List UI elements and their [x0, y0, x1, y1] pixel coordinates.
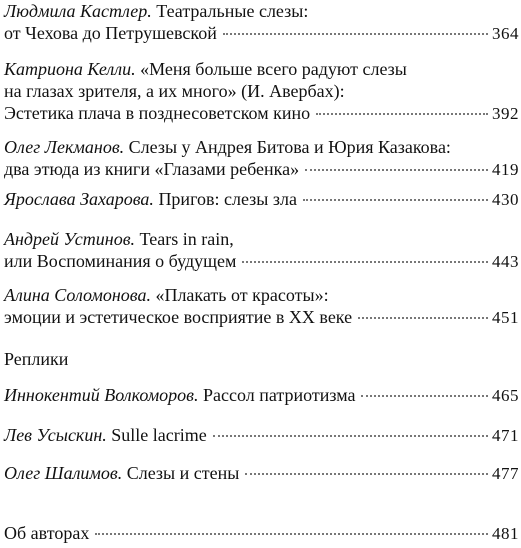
toc-entry-last-line [4, 424, 519, 446]
toc-entry-page-number: 465 [492, 386, 519, 405]
toc-entry-page-number: 477 [492, 464, 519, 483]
toc-entry-title-line: на глазах зрителя, а их много» (И. Авербах): [4, 81, 345, 101]
toc-entry-zakharova [4, 188, 519, 210]
toc-entry-author: Олег Лекманов. [4, 137, 125, 157]
toc-entry-first-line [4, 228, 519, 250]
toc-entry-title-end: Об авторах [4, 523, 90, 543]
dot-leader [358, 317, 488, 319]
toc-entry-page-number: 471 [492, 426, 519, 445]
toc-entry-first-line [4, 136, 519, 158]
toc-entry-title-end: Эстетика плача в позднесоветском кино [4, 103, 311, 123]
toc-entry-last-line [4, 306, 519, 328]
toc-entry-author: Иннокентий Волкоморов. [4, 385, 199, 405]
toc-entry-author: Людмила Кастлер. [4, 1, 152, 21]
toc-entry-author: Андрей Устинов. [4, 229, 136, 249]
toc-entry-title-end: или Воспоминания о будущем [4, 251, 237, 271]
toc-reply-volkomorov [4, 384, 519, 406]
dot-leader [316, 113, 488, 115]
toc-about-authors [4, 522, 519, 544]
toc-entry-page-number: 481 [492, 524, 519, 543]
toc-entry-title-end: эмоции и эстетическое восприятие в XX веке [4, 307, 353, 327]
dot-leader [95, 533, 488, 535]
toc-entry-lekmanov [4, 136, 519, 180]
toc-entry-title: «Плакать от красоты»: [155, 285, 329, 305]
toc-entry-page-number: 451 [492, 308, 519, 327]
dot-leader [361, 395, 488, 397]
dot-leader [245, 473, 488, 475]
toc-entry-title-end: Рассол патриотизма [203, 385, 356, 405]
dot-leader [242, 261, 488, 263]
toc-entry-first-line [4, 284, 519, 306]
toc-entry-page-number: 430 [492, 190, 519, 209]
toc-reply-usyskin [4, 424, 519, 446]
toc-entry-author: Лев Усыскин. [4, 425, 107, 445]
dot-leader [223, 33, 488, 35]
toc-entry-author: Ярослава Захарова. [4, 189, 154, 209]
toc-entry-title: Театральные слезы: [156, 1, 309, 21]
dot-leader [213, 435, 488, 437]
dot-leader [305, 169, 488, 171]
dot-leader [303, 199, 488, 201]
toc-entry-last-line [4, 102, 519, 124]
toc-entry-page-number: 443 [492, 252, 519, 271]
toc-entry-kelly [4, 58, 519, 124]
toc-entry-page-number: 419 [492, 160, 519, 179]
toc-entry-first-line [4, 0, 519, 22]
toc-entry-page-number: 392 [492, 104, 519, 123]
toc-entry-last-line [4, 188, 519, 210]
toc-entry-author: Олег Шалимов. [4, 463, 123, 483]
toc-entry-title-end: Слезы и стены [126, 463, 240, 483]
toc-entry-last-line [4, 462, 519, 484]
toc-entry-author: Алина Соломонова. [4, 285, 151, 305]
toc-entry-ustinov [4, 228, 519, 272]
toc-entry-solomonova [4, 284, 519, 328]
toc-entry-last-line [4, 384, 519, 406]
toc-entry-kastler [4, 0, 519, 44]
toc-reply-shalimov [4, 462, 519, 484]
toc-entry-page-number: 364 [492, 24, 519, 43]
toc-entry-title-end: Пригов: слезы зла [158, 189, 297, 209]
toc-entry-first-line [4, 58, 519, 80]
section-heading-replies: Реплики [4, 349, 69, 369]
toc-entry-title-end: от Чехова до Петрушевской [4, 23, 217, 43]
toc-entry-author: Катриона Келли. [4, 59, 136, 79]
toc-entry-last-line [4, 250, 519, 272]
toc-entry-title: Tears in rain, [139, 229, 234, 249]
toc-entry-title: «Меня больше всего радуют слезы [140, 59, 407, 79]
toc-entry-title-end: два этюда из книги «Глазами ребенка» [4, 159, 300, 179]
toc-entry-last-line [4, 522, 519, 544]
toc-entry-title: Слезы у Андрея Битова и Юрия Казакова: [128, 137, 451, 157]
toc-entry-title-end: Sulle lacrime [111, 425, 207, 445]
toc-entry-last-line [4, 22, 519, 44]
toc-entry-last-line [4, 158, 519, 180]
